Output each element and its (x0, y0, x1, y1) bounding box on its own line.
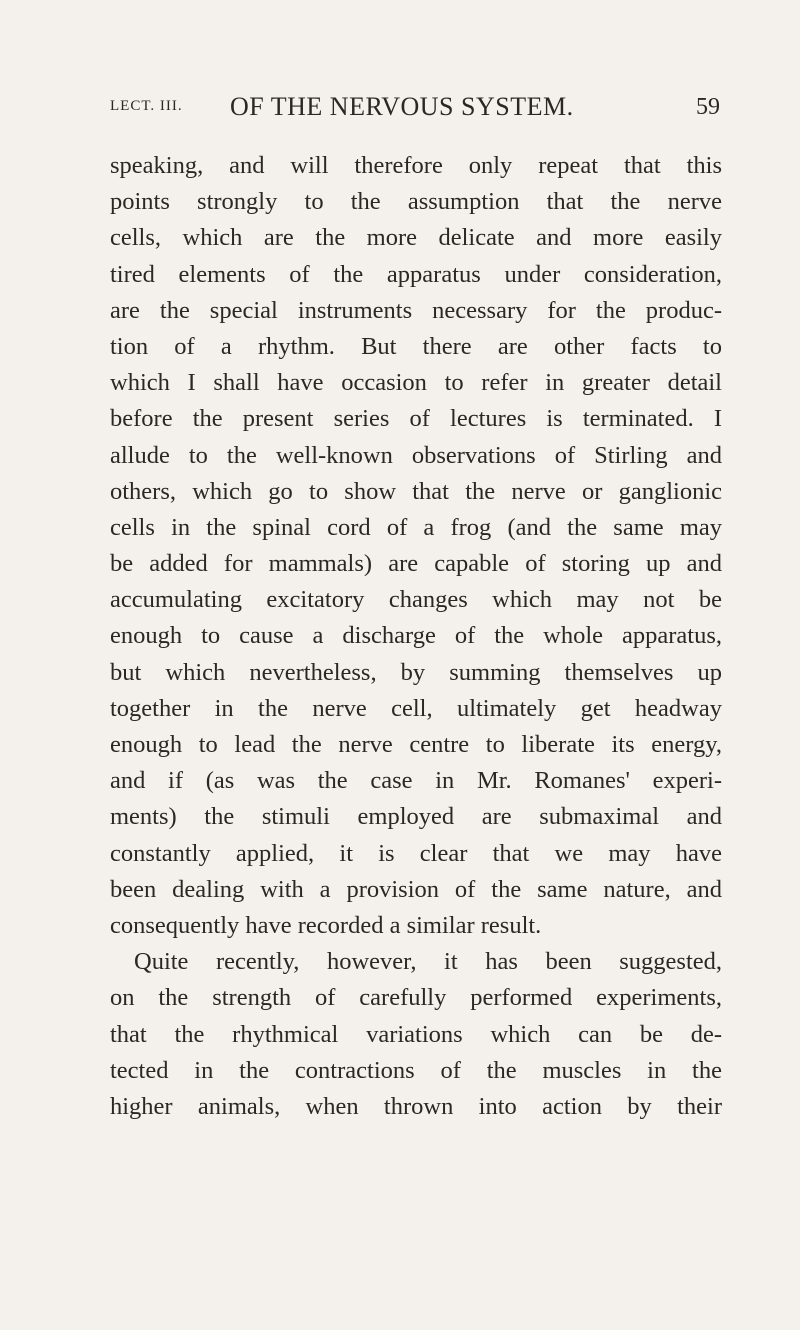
text-line: Quite recently, however, it has been suggested, (134, 948, 722, 976)
text-line: allude to the well-known observations of Stirling and (110, 441, 722, 469)
text-line: but which nevertheless, by summing themselves up (110, 658, 722, 686)
text-line: tired elements of the apparatus under consideration, (110, 260, 722, 288)
text-line: accumulating excitatory changes which may not be (110, 586, 722, 614)
text-line: points strongly to the assumption that the nerve (110, 188, 722, 216)
text-line: be added for mammals) are capable of storing up and (110, 550, 722, 578)
text-line: cells in the spinal cord of a frog (and the same may (110, 513, 722, 541)
text-line: that the rhythmical variations which can be de- (110, 1020, 722, 1048)
text-line: ments) the stimuli employed are submaximal and (110, 803, 722, 831)
text-line: and if (as was the case in Mr. Romanes' experi- (110, 767, 722, 795)
text-line: constantly applied, it is clear that we may have (110, 839, 722, 867)
text-line: others, which go to show that the nerve or ganglionic (110, 477, 722, 505)
text-line: before the present series of lectures is terminated. I (110, 405, 722, 433)
text-line: cells, which are the more delicate and more easily (110, 224, 722, 252)
text-line: are the special instruments necessary for the produc- (110, 296, 722, 324)
text-line: enough to cause a discharge of the whole apparatus, (110, 622, 722, 650)
text-line: been dealing with a provision of the same nature, and (110, 875, 722, 903)
page-title: OF THE NERVOUS SYSTEM. (230, 92, 574, 121)
text-line: together in the nerve cell, ultimately get headway (110, 694, 722, 722)
text-line: which I shall have occasion to refer in greater detail (110, 369, 722, 397)
text-line: higher animals, when thrown into action by their (110, 1092, 722, 1120)
body-text (110, 148, 722, 1125)
running-head (110, 92, 720, 126)
text-line: tected in the contractions of the muscles in the (110, 1056, 722, 1084)
lecture-number: LECT. III. (110, 98, 183, 114)
text-line: on the strength of carefully performed experiments, (110, 984, 722, 1012)
text-line: consequently have recorded a similar result. (110, 911, 542, 939)
text-line: tion of a rhythm. But there are other facts to (110, 332, 722, 360)
text-line: enough to lead the nerve centre to liberate its energy, (110, 731, 722, 758)
text-line: speaking, and will therefore only repeat that this (110, 152, 722, 179)
page-number: 59 (696, 94, 720, 120)
